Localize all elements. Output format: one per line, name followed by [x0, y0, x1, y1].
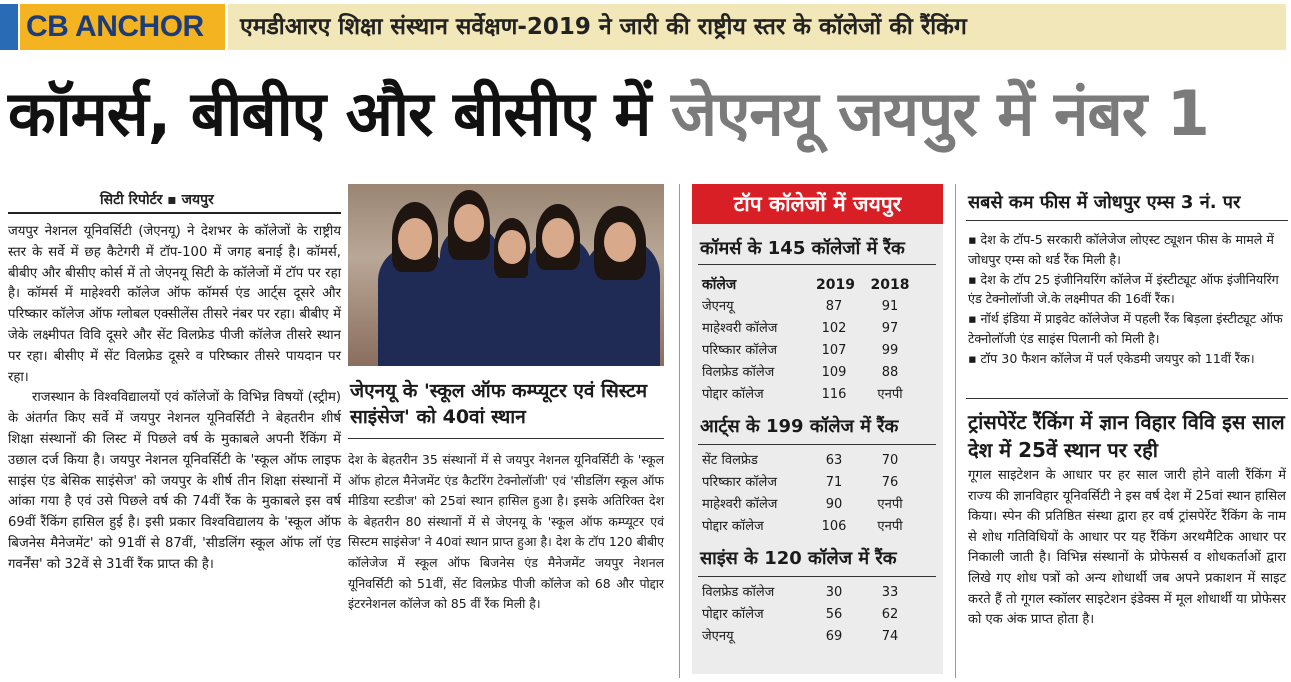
photo-caption: जेएनयू के 'स्कूल ऑफ कम्प्यूटर एवं सिस्टम साइंसेज' को 40वां स्थान: [350, 380, 648, 428]
list-item: ▪ नॉर्थ इंडिया में प्राइवेट कॉलेजेज में पहली रैंक बिड़ला इंस्टीट्यूट ऑफ टेक्नोलॉजी एंड साइंस पिलानी को मिली है।: [968, 311, 1283, 346]
college-name: माहेश्वरी कॉलेज: [702, 497, 778, 512]
column-header: कॉलेज: [702, 277, 737, 293]
rank-2019: 63: [825, 453, 843, 468]
main-story: [8, 222, 341, 576]
side-story-divider: [966, 398, 1288, 399]
side-news-divider: [966, 220, 1288, 221]
rank-2019: 87: [825, 299, 843, 314]
rank-2019: 102: [821, 321, 847, 336]
caption-divider: [348, 438, 664, 439]
college-name: पोद्दार कॉलेज: [702, 607, 764, 622]
college-name: जेएनयू: [702, 629, 734, 644]
table-row: [702, 604, 934, 626]
side-news-title: सबसे कम फीस में जोधपुर एम्स 3 नं. पर: [968, 192, 1241, 213]
byline: सिटी रिपोर्टर ▪ जयपुर: [100, 192, 214, 208]
table-divider: [698, 264, 936, 265]
table-row: [702, 494, 934, 516]
side-story: [968, 466, 1286, 631]
top-banner: [0, 0, 1291, 58]
table-row: [702, 626, 934, 648]
headline-part-2: जेएनयू जयपुर में नंबर 1: [670, 77, 1209, 150]
rank-2018: एनपी: [877, 497, 903, 512]
student-face: [454, 204, 484, 242]
table-row: [702, 340, 934, 362]
photo-story-body: देश के बेहतरीन 35 संस्थानों में से जयपुर नेशनल यूनिवर्सिटी के 'स्कूल ऑफ होटल मैनेजमेंट एंड कैटरिंग टेक्नोलॉजी' एवं 'सीडलिंग स्कूल ऑफ मीडिया स्टडीज' को 25वां स्थान हासिल हुआ है। इसके अतिरिक्त देश के बेहतरीन 80 संस्थानों में से जेएनयू के 'स्कूल ऑफ कम्प्यूटर एवं सिस्टम साइंसेज' ने 40वां स्थान प्राप्त हुआ है। देश के टॉप 120 बीबीए कॉलेजेज में स्कूल ऑफ बिजनेस एंड मैनेजमेंट जयपुर नेशनल यूनिवर्सिटी को 51वीं, सेंट विलफ्रेड पीजी कॉलेज को 68 और पोद्दार इंटरनेशनल कॉलेज को 85 वीं रैंक मिली है।: [348, 452, 664, 612]
arts-heading: आर्ट्स के 199 कॉलेज में रैंक: [700, 416, 899, 437]
college-name: माहेश्वरी कॉलेज: [702, 321, 778, 336]
rank-2019: 109: [821, 365, 847, 380]
rank-2019: 116: [821, 387, 847, 402]
science-heading: साइंस के 120 कॉलेज में रैंक: [700, 548, 897, 569]
column-divider: [955, 184, 956, 678]
rank-2018: 97: [881, 321, 899, 336]
table-row: [702, 516, 934, 538]
college-name: विलफ्रेड कॉलेज: [702, 585, 775, 600]
rank-2018: 88: [881, 365, 899, 380]
table-header-row: [702, 274, 934, 296]
rank-2019: 56: [825, 607, 843, 622]
table-row: [702, 296, 934, 318]
byline-divider: [8, 212, 341, 214]
rank-2018: 91: [881, 299, 899, 314]
commerce-heading: कॉमर्स के 145 कॉलेजों में रैंक: [700, 238, 905, 259]
table-row: [702, 582, 934, 604]
brand-name: CB ANCHOR: [26, 10, 204, 43]
students-photo: [348, 184, 664, 366]
rank-2019: 107: [821, 343, 847, 358]
college-name: सेंट विलफ्रेड: [702, 453, 758, 468]
brand-accent-bar: [0, 4, 18, 50]
column-divider: [679, 184, 680, 678]
college-name: जेएनयू: [702, 299, 734, 314]
table-row: [702, 318, 934, 340]
table-row: [702, 450, 934, 472]
column-header: 2018: [870, 277, 910, 293]
rank-2019: 30: [825, 585, 843, 600]
table-row: [702, 362, 934, 384]
rank-2018: 33: [881, 585, 899, 600]
table-row: [702, 472, 934, 494]
rank-2019: 71: [825, 475, 843, 490]
table-row: [702, 384, 934, 406]
main-headline: [8, 62, 1209, 166]
column-header: 2019: [816, 277, 855, 293]
banner-subtitle: एमडीआरए शिक्षा संस्थान सर्वेक्षण-2019 ने जारी की राष्ट्रीय स्तर के कॉलेजों की रैंकिंग: [240, 14, 967, 40]
student-face: [604, 222, 636, 262]
headline-part-1: कॉमर्स, बीबीए और बीसीए में: [8, 77, 651, 150]
college-name: परिष्कार कॉलेज: [702, 475, 778, 490]
college-name: पोद्दार कॉलेज: [702, 519, 764, 534]
college-name: पोद्दार कॉलेज: [702, 387, 764, 402]
rank-2018: 99: [881, 343, 899, 358]
side-story-body: गूगल साइटेशन के आधार पर हर साल जारी होने वाली रैंकिंग में राज्य की ज्ञानविहार यूनिवर्सिटी ने इस वर्ष देश में 25वां स्थान हासिल किया। स्पेन की प्रतिष्ठित संस्था द्वारा हर वर्ष ट्रांसपेरेंट रैंकिंग के नाम से शोध गतिविधियों के आधार पर यह रैंकिंग अरथमैटिक आधार पर निकाली जाती है। विभिन्न संस्थानों के प्रोफेसर्स व शोधकर्ताओं द्वारा लिखे गए शोध पत्रों को अन्य शोधार्थी जब अपने प्रकाशन में साइट करते हैं तो गूगल स्कॉलर साइटेशन इंडेक्स में मूल शोधार्थी या प्रोफेसर को एक अंक प्राप्त होता है।: [968, 468, 1286, 628]
list-item: ▪ देश के टॉप 25 इंजीनियरिंग कॉलेज में इंस्टीट्यूट ऑफ इंजीनियरिंग एंड टेक्नोलॉजी जे.के लक्ष्मीपत की 16वीं रैंक।: [968, 271, 1279, 307]
side-news-list: [968, 230, 1286, 369]
student-face: [498, 230, 526, 264]
side-story-headline: ट्रांसपेरेंट रैंकिंग में ज्ञान विहार विवि इस साल देश में 25वें स्थान पर रही: [968, 410, 1285, 462]
student-face: [542, 218, 574, 258]
rank-2018: 74: [881, 629, 899, 644]
photo-story: [348, 450, 664, 615]
student-face: [398, 218, 432, 260]
rank-2018: एनपी: [877, 519, 903, 534]
college-name: परिष्कार कॉलेज: [702, 343, 778, 358]
list-item: ▪ देश के टॉप-5 सरकारी कॉलेजेज लोएस्ट ट्यूशन फीस के मामले में जोधपुर एम्स को थर्ड रैंक मिली है।: [968, 232, 1274, 267]
rank-2019: 106: [821, 519, 847, 534]
main-story-paragraph-2: राजस्थान के विश्वविद्यालयों एवं कॉलेजों के विभिन्न विषयों (स्ट्रीम) के अंतर्गत किए सर्वे में जयपुर नेशनल यूनिवर्सिटी ने बेहतरीन शीर्ष शिक्षा संस्थानों की लिस्ट में पिछले वर्ष के मुकाबले अपनी रैंकिंग में उछाल दर्ज किया है। जयपुर नेशनल यूनिवर्सिटी के 'स्कूल ऑफ लाइफ साइंस एंड बेसिक साइंसेज' को जयपुर के शीर्ष तीन शिक्षा संस्थानों में आंका गया है एवं उसे पिछले वर्ष की 74वीं रैंक के मुकाबले इस वर्ष 69वीं रैंकिंग हासिल हुई है। इसी प्रकार विश्वविद्यालय के 'स्कूल ऑफ बिजनेस मैनेजमेंट' को 91वीं से 87वीं, 'सीडलिंग स्कूल ऑफ लॉ एंड गवर्नेंस' को 32वें से 31वीं रैंक प्राप्त की है।: [8, 390, 341, 572]
main-story-paragraph-1: जयपुर नेशनल यूनिवर्सिटी (जेएनयू) ने देशभर के कॉलेजों के राष्ट्रीय स्तर के सर्वे में छह कैटेगरी में टॉप-100 में जगह बनाई है। कॉमर्स, बीबीए और बीसीए कोर्स में तो जेएनयू सिटी के कॉलेजों में टॉप पर रहा है। कॉमर्स में माहेश्वरी कॉलेज ऑफ कॉमर्स एंड आर्ट्स दूसरे और परिष्कार कॉलेज ऑफ ग्लोबल एक्सीलेंस तीसरे नंबर पर रहा। बीबीए में जेके लक्ष्मीपत विवि दूसरे और सेंट विलफ्रेड पीजी कॉलेज तीसरे स्थान पर रहा। बीसीए में सेंट विलफ्रेड दूसरे व परिष्कार तीसरे पायदान पर रहा।: [8, 224, 341, 385]
rank-2018: 62: [881, 607, 899, 622]
rank-2019: 90: [825, 497, 843, 512]
rank-2018: 76: [881, 475, 899, 490]
table-divider: [698, 444, 936, 445]
rank-2018: एनपी: [877, 387, 903, 402]
rank-table-title: टॉप कॉलेजों में जयपुर: [692, 184, 943, 224]
list-item: ▪ टॉप 30 फैशन कॉलेज में पर्ल एकेडमी जयपुर को 11वीं रैंक।: [968, 350, 1255, 366]
college-name: विलफ्रेड कॉलेज: [702, 365, 775, 380]
rank-2018: 70: [881, 453, 899, 468]
table-divider: [698, 576, 936, 577]
rank-2019: 69: [825, 629, 843, 644]
